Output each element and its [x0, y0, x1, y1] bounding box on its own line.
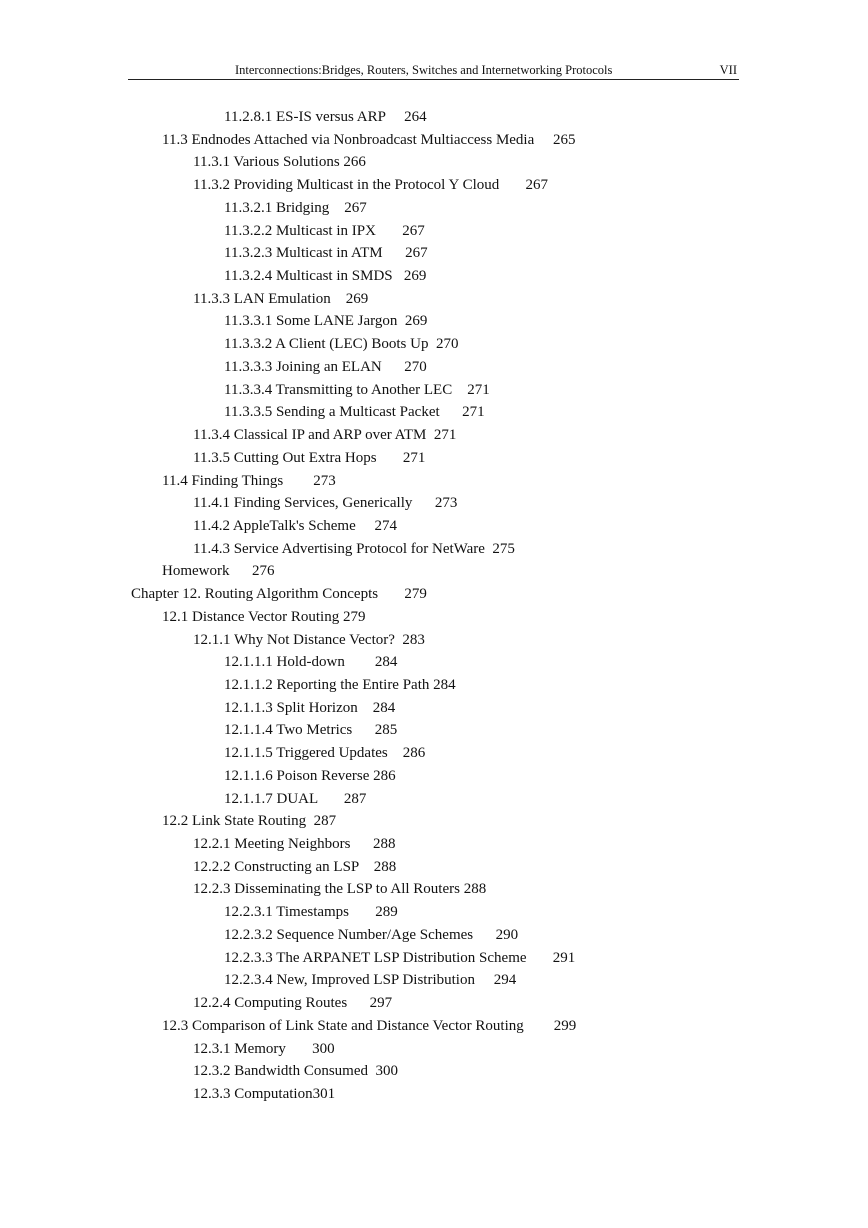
toc-entry: 12.2 Link State Routing 287 [162, 813, 337, 830]
toc-entry: 11.3.2.1 Bridging 267 [224, 199, 367, 216]
toc-entry: 11.3.4 Classical IP and ARP over ATM 271 [193, 427, 457, 444]
toc-entry: 11.4.3 Service Advertising Protocol for NetWare 275 [193, 540, 515, 557]
toc-entry: 12.1 Distance Vector Routing 279 [162, 608, 366, 625]
running-header [128, 60, 739, 80]
toc-entry: 12.2.3.4 New, Improved LSP Distribution 294 [224, 972, 517, 989]
toc-entry: 12.2.3.2 Sequence Number/Age Schemes 290 [224, 926, 519, 943]
toc-entry: 12.2.3.3 The ARPANET LSP Distribution Scheme 291 [224, 949, 576, 966]
toc-entry: 11.3.3.5 Sending a Multicast Packet 271 [224, 404, 485, 421]
toc-entry: Homework 276 [162, 563, 275, 580]
toc-entry: 11.3.2.2 Multicast in IPX 267 [224, 222, 425, 239]
toc-entry: 12.1.1.1 Hold-down 284 [224, 654, 398, 671]
toc-entry: 11.3.3.2 A Client (LEC) Boots Up 270 [224, 336, 459, 353]
toc-entry: 12.2.4 Computing Routes 297 [193, 995, 393, 1012]
toc-entry: 11.3 Endnodes Attached via Nonbroadcast Multiaccess Media 265 [162, 131, 576, 148]
toc-entry: 12.1.1.3 Split Horizon 284 [224, 699, 396, 716]
toc-entry: 11.3.3.4 Transmitting to Another LEC 271 [224, 381, 490, 398]
toc-entry: 11.3.3 LAN Emulation 269 [193, 290, 369, 307]
toc-entry: 12.1.1.6 Poison Reverse 286 [224, 767, 396, 784]
toc-entry: 11.4.1 Finding Services, Generically 273 [193, 495, 458, 512]
toc-entry: 11.3.3.1 Some LANE Jargon 269 [224, 313, 428, 330]
toc-entry: 12.1.1.5 Triggered Updates 286 [224, 745, 426, 762]
toc-entry: 11.4.2 AppleTalk's Scheme 274 [193, 517, 397, 534]
toc-entry: 11.3.5 Cutting Out Extra Hops 271 [193, 449, 426, 466]
header-title: Interconnections:Bridges, Routers, Switches and Internetworking Protocols [235, 63, 613, 77]
toc-entry: 12.3.3 Computation301 [193, 1085, 336, 1102]
toc-entry: 12.1.1.7 DUAL 287 [224, 790, 367, 807]
page-number: VII [719, 63, 737, 77]
toc-entry: 11.3.2 Providing Multicast in the Protocol Y Cloud 267 [193, 177, 548, 194]
toc-entry: 11.2.8.1 ES-IS versus ARP 264 [224, 109, 427, 125]
toc-entry: 12.2.3 Disseminating the LSP to All Routers 288 [193, 881, 487, 898]
toc-entry: 12.2.3.1 Timestamps 289 [224, 904, 398, 921]
toc-entry: 11.3.2.4 Multicast in SMDS 269 [224, 268, 427, 285]
toc-entry: 12.1.1 Why Not Distance Vector? 283 [193, 631, 425, 648]
toc-entry: Chapter 12. Routing Algorithm Concepts 279 [131, 586, 427, 603]
toc-entry: 12.1.1.2 Reporting the Entire Path 284 [224, 677, 456, 693]
toc-entry: 12.2.1 Meeting Neighbors 288 [193, 836, 396, 853]
toc-entry: 11.3.2.3 Multicast in ATM 267 [224, 245, 428, 262]
toc-entry: 11.4 Finding Things 273 [162, 472, 336, 489]
toc-entry: 11.3.1 Various Solutions 266 [193, 154, 366, 171]
toc-entry: 12.3.1 Memory 300 [193, 1040, 335, 1057]
toc-entry: 12.2.2 Constructing an LSP 288 [193, 858, 397, 875]
toc-entry: 12.3 Comparison of Link State and Distance Vector Routing 299 [162, 1017, 577, 1034]
toc-entry: 12.3.2 Bandwidth Consumed 300 [193, 1063, 398, 1080]
toc-entry: 11.3.3.3 Joining an ELAN 270 [224, 358, 427, 375]
toc-entry: 12.1.1.4 Two Metrics 285 [224, 722, 398, 739]
